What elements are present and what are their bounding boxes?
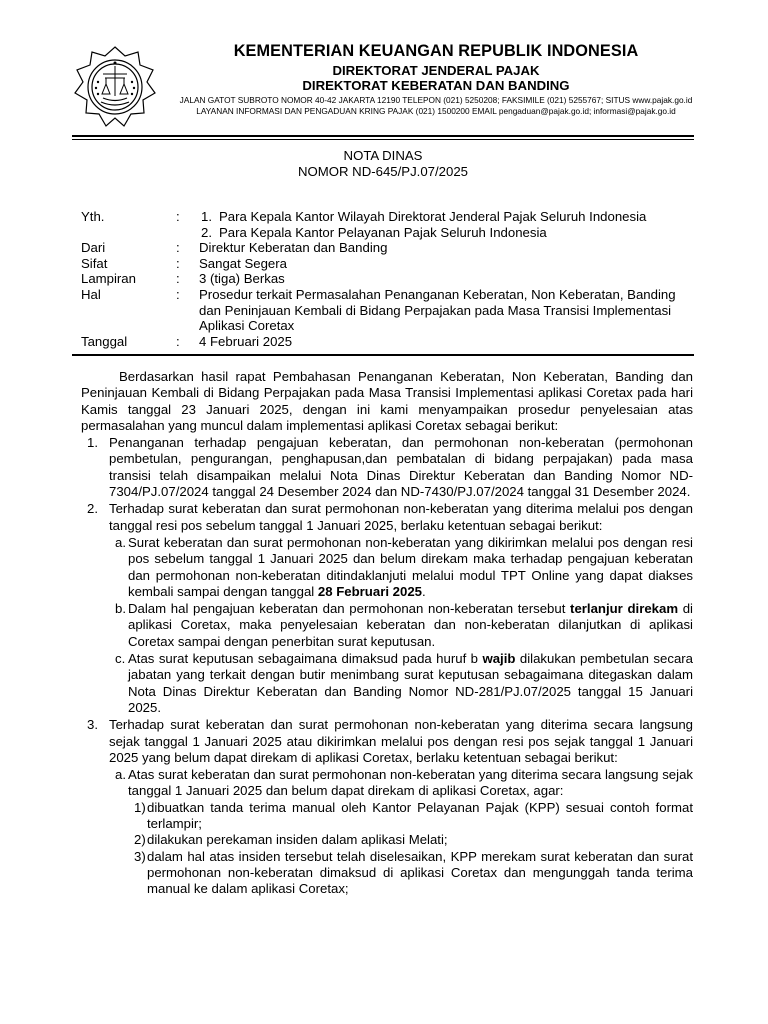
- header-row-yth: [81, 209, 691, 240]
- lampiran-label: Lampiran: [81, 271, 136, 287]
- intro-paragraph: Berdasarkan hasil rapat Pembahasan Penanganan Keberatan, Non Keberatan, Banding dan Peninjauan Kembali di Bidang Perpajakan pada Masa Transisi Implementasi aplikasi Coretax pada hari Kamis tanggal 23 Januari 2025, dengan ini kami menyampaikan prosedur penyelesaian atas permasalahan yang muncul dalam implementasi aplikasi Coretax sebagai berikut:: [81, 369, 693, 433]
- recipient-text: Para Kepala Kantor Pelayanan Pajak Seluruh Indonesia: [219, 224, 547, 240]
- document-title: [72, 148, 694, 180]
- sub-list-marker: a.: [115, 767, 126, 783]
- sub-list-item: [109, 601, 693, 650]
- numbered-sub-marker: 1): [134, 799, 146, 815]
- sub-list-item: [109, 535, 693, 600]
- header-row-hal: [81, 287, 691, 334]
- list-item: [81, 717, 693, 897]
- lampiran-value: 3 (tiga) Berkas: [199, 271, 285, 287]
- hal-label: Hal: [81, 286, 101, 302]
- directorate-name: DIREKTORAT KEBERATAN DAN BANDING: [302, 78, 570, 93]
- hal-value: Prosedur terkait Permasalahan Penanganan Keberatan, Non Keberatan, Banding dan Peninjauan Kembali di Bidang Perpajakan pada Masa Transisi Implementasi Aplikasi Coretax: [199, 286, 676, 334]
- numbered-sub-text: dibuatkan tanda terima manual oleh Kantor Pelayanan Pajak (KPP) sesuai contoh format terlampir;: [147, 799, 693, 832]
- directorate-general-name: DIREKTORAT JENDERAL PAJAK: [332, 63, 540, 78]
- sub-list-marker: c.: [115, 651, 126, 667]
- colon: :: [176, 333, 180, 349]
- list-item: [81, 435, 693, 500]
- yth-label: Yth.: [81, 209, 105, 224]
- list-item-text: Terhadap surat keberatan dan surat permohonan non-keberatan yang diterima secara langsung sejak tanggal 1 Januari 2025 atau dikirimkan melalui pos dengan resi pos sejak tanggal 1 Januari 2025 yang belum dapat direkam di aplikasi Coretax, berlaku ketentuan sebagai berikut:: [109, 717, 693, 765]
- memo-body: [81, 369, 693, 898]
- sub-list-item-text: Dalam hal pengajuan keberatan dan permohonan non-keberatan tersebut terlanjur direkam di aplikasi Coretax, maka penyelesaian keberatan dan non-keberatan dilanjutkan di aplikasi Coretax sampai dengan penerbitan surat keputusan.: [128, 601, 693, 649]
- numbered-sub-marker: 3): [134, 848, 146, 864]
- list-marker: 2.: [87, 501, 98, 517]
- memo-header: [81, 209, 691, 349]
- sub-list-item-text: Surat keberatan dan surat permohonan non-keberatan yang dikirimkan melalui pos dengan resi pos sebelum tanggal 1 Januari 2025 dan belum direkam maka terhadap pengajuan keberatan dan permohonan non-keberatan ditindaklanjuti melalui modul TPT Online yang dapat diakses kembali sampai dengan tanggal 28 Februari 2025.: [128, 534, 693, 599]
- sifat-value: Sangat Segera: [199, 255, 287, 271]
- list-item-text: Penanganan terhadap pengajuan keberatan, dan permohonan non-keberatan (permohonan pembetulan, pengurangan, penghapusan,dan pembatalan di bidang perpajakan) pada masa transisi telah disampaikan melalui Nota Dinas Direktur Keberatan dan Banding Nomor ND-7304/PJ.07/2024 tanggal 24 Desember 2024 dan ND-7430/PJ.07/2024 tanggal 31 Desember 2024.: [109, 435, 693, 500]
- sub-list-item: [109, 767, 693, 897]
- emphasis-text: terlanjur direkam: [570, 601, 679, 617]
- letterhead-divider-thick: [72, 135, 694, 137]
- numbered-sub-text: dalam hal atas insiden tersebut telah diselesaikan, KPP merekam surat keberatan dan surat permohonan non-keberatan dimaksud di aplikasi Coretax dan mengunggah tanda terima manual ke dalam aplikasi Coretax;: [147, 848, 693, 897]
- header-row-sifat: [81, 256, 691, 272]
- emphasis-text: wajib: [482, 651, 516, 667]
- numbered-sub-marker: 2): [134, 832, 146, 848]
- recipient-item: 1. Para Kepala Kantor Wilayah Direktorat Jenderal Pajak Seluruh Indonesia: [201, 209, 647, 224]
- letterhead-divider-thin: [72, 139, 694, 140]
- header-row-lampiran: [81, 271, 691, 287]
- numbered-sub-item: [128, 800, 693, 833]
- numbered-sub-item: [128, 832, 693, 848]
- header-divider: [72, 354, 694, 356]
- ministry-name: KEMENTERIAN KEUANGAN REPUBLIK INDONESIA: [233, 42, 639, 60]
- colon: :: [176, 286, 180, 302]
- list-marker: 3.: [87, 717, 98, 733]
- sub-list-marker: a.: [115, 534, 126, 550]
- tanggal-value: 4 Februari 2025: [199, 333, 293, 349]
- sifat-label: Sifat: [81, 255, 108, 271]
- list-marker: 1.: [87, 435, 98, 451]
- recipient-item: 2. Para Kepala Kantor Pelayanan Pajak Seluruh Indonesia: [201, 224, 547, 240]
- letterhead: [172, 41, 700, 116]
- list-item-text: Terhadap surat keberatan dan surat permohonan non-keberatan yang diterima melalui pos dengan tanggal resi pos sebelum tanggal 1 Januari 2025, berlaku ketentuan sebagai berikut:: [109, 501, 693, 533]
- document-number: NOMOR ND-645/PJ.07/2025: [297, 164, 469, 179]
- header-row-dari: [81, 240, 691, 256]
- numbered-sub-item: [128, 849, 693, 898]
- sub-list-marker: b.: [115, 601, 126, 617]
- colon: :: [176, 209, 180, 224]
- numbered-sub-text: dilakukan perekaman insiden dalam aplikasi Melati;: [147, 832, 448, 848]
- list-item: [81, 501, 693, 716]
- sub-list-item: [109, 651, 693, 716]
- tanggal-label: Tanggal: [81, 333, 128, 349]
- recipient-text: Para Kepala Kantor Wilayah Direktorat Jenderal Pajak Seluruh Indonesia: [219, 209, 647, 224]
- colon: :: [176, 255, 180, 271]
- dari-value: Direktur Keberatan dan Banding: [199, 240, 388, 256]
- document-type: NOTA DINAS: [343, 148, 423, 163]
- header-row-tanggal: [81, 334, 691, 350]
- sub-list-item-text: Atas surat keberatan dan surat permohonan non-keberatan yang diterima secara langsung sejak tanggal 1 Januari 2025 dan belum dapat direkam di aplikasi Coretax, agar:: [128, 767, 693, 799]
- letterhead-address: JALAN GATOT SUBROTO NOMOR 40-42 JAKARTA 12190 TELEPON (021) 5250208; FAKSIMILE (021) 5255767; SITUS www.pajak.go.id LAYANAN INFORMASI DAN PENGADUAN KRING PAJAK (021) 1500200 EMAIL pengaduan@pajak.go.id; informasi@pajak.go.id: [179, 95, 693, 116]
- ministry-of-finance-emblem-icon: [72, 44, 158, 130]
- colon: :: [176, 240, 180, 256]
- colon: :: [176, 271, 180, 287]
- dari-label: Dari: [81, 240, 106, 256]
- emphasis-date: 28 Februari 2025: [317, 583, 422, 599]
- sub-list-item-text: Atas surat keputusan sebagaimana dimaksud pada huruf b wajib dilakukan pembetulan secara jabatan yang terkait dengan butir menimbang surat keputusan sebagaimana ditegaskan dalam Nota Dinas Direktur Keberatan dan Banding Nomor ND-281/PJ.07/2025 tanggal 15 Januari 2025.: [128, 651, 693, 715]
